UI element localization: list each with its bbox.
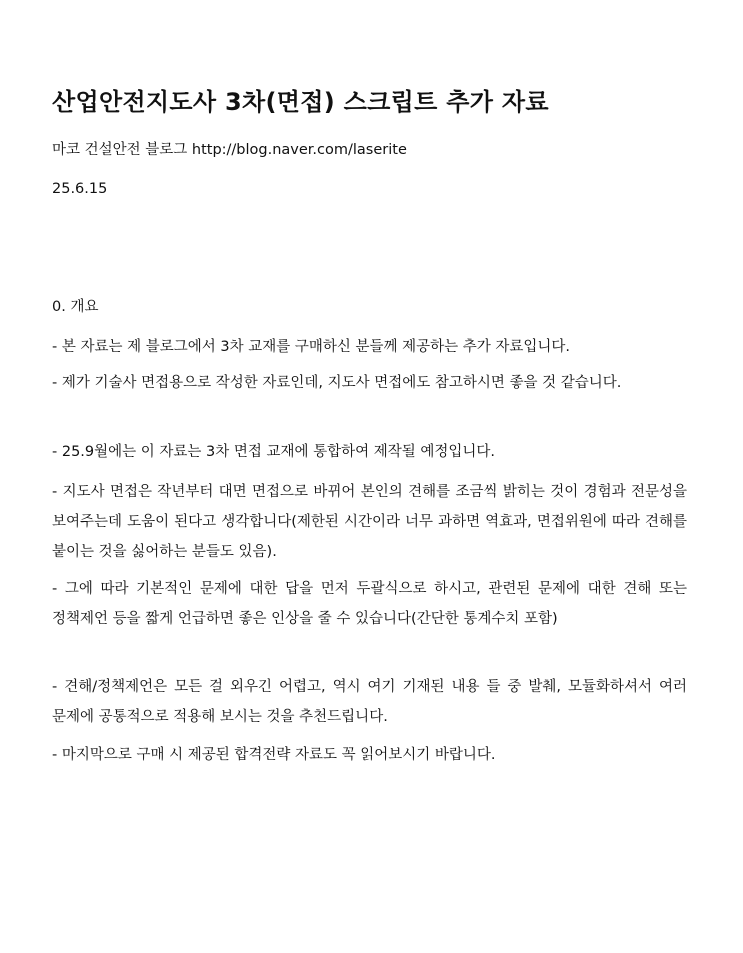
paragraph: - 견해/정책제언은 모든 걸 외우긴 어렵고, 역시 여기 기재된 내용 들 중 발췌, 모듈화하셔서 여러 문제에 공통적으로 적용해 보시는 것을 추천드립니다.: [52, 679, 687, 725]
document-date: 25.6.15: [52, 181, 108, 197]
paragraph: - 마지막으로 구매 시 제공된 합격전략 자료도 꼭 읽어보시기 바랍니다.: [52, 747, 496, 763]
section-heading: 0. 개요: [52, 299, 99, 315]
paragraph: - 25.9월에는 이 자료는 3차 면접 교재에 통합하여 제작될 예정입니다.: [52, 444, 496, 460]
paragraph: - 지도사 면접은 작년부터 대면 면접으로 바뀌어 본인의 견해를 조금씩 밝히는 것이 경험과 전문성을 보여주는데 도움이 된다고 생각합니다(제한된 시간이라 너무 과하면 역효과, 면접위원에 따라 견해를 붙이는 것을 싫어하는 분들도 있음).: [52, 484, 687, 560]
paragraph: - 그에 따라 기본적인 문제에 대한 답을 먼저 두괄식으로 하시고, 관련된 문제에 대한 견해 또는 정책제언 등을 짧게 언급하면 좋은 인상을 줄 수 있습니다(간단한 통계수치 포함): [52, 581, 687, 627]
document-title: 산업안전지도사 3차(면접) 스크립트 추가 자료: [52, 88, 549, 116]
blog-info: 마코 건설안전 블로그 http://blog.naver.com/laserite: [52, 142, 407, 158]
paragraph: - 제가 기술사 면접용으로 작성한 자료인데, 지도사 면접에도 참고하시면 좋을 것 같습니다.: [52, 375, 622, 391]
paragraph: - 본 자료는 제 블로그에서 3차 교재를 구매하신 분들께 제공하는 추가 자료입니다.: [52, 339, 570, 355]
